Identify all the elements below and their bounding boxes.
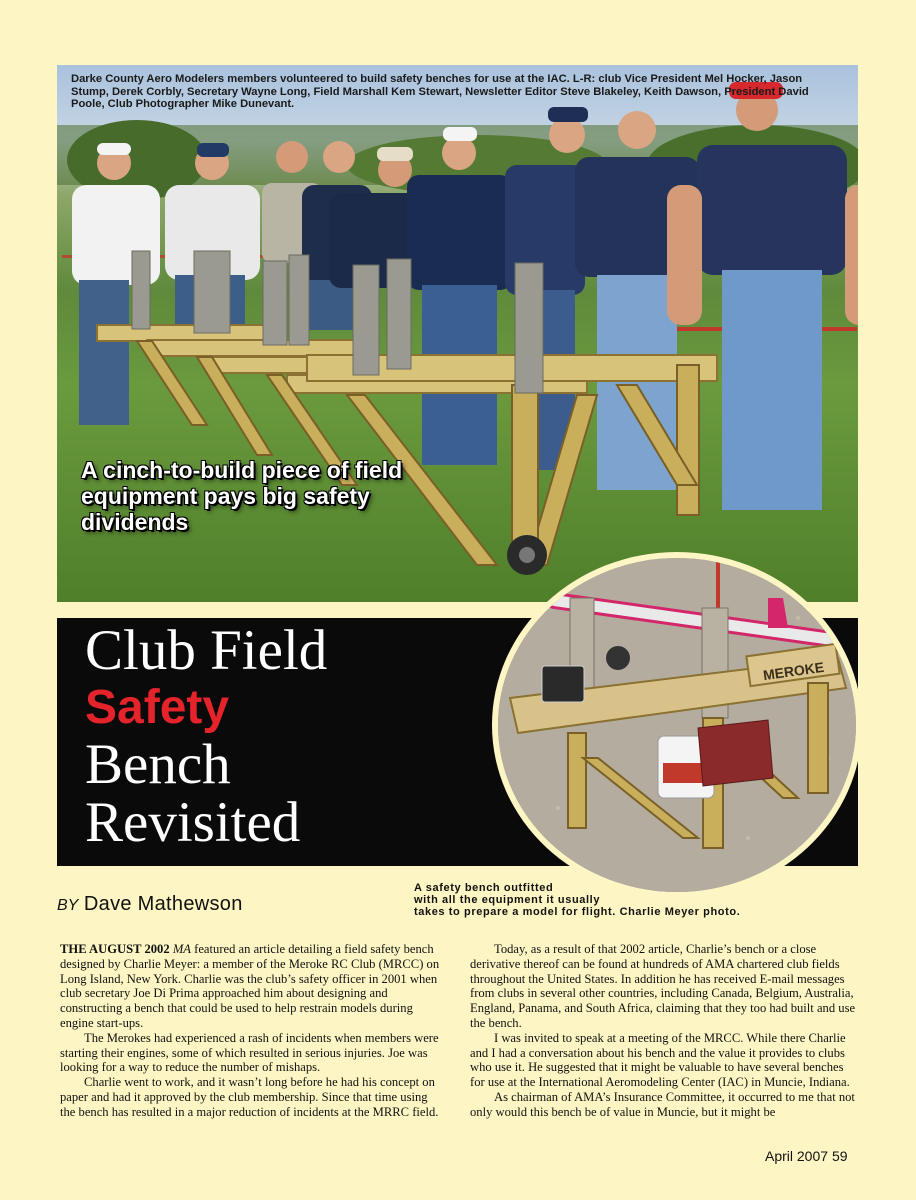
paragraph-1	[60, 942, 446, 1031]
bench-photo-caption	[414, 882, 794, 918]
paragraph-3: Charlie went to work, and it wasn’t long before he had his concept on paper and had it approved by the club membership. Since that time using the bench has resulted in a major reduction of incidents at the MRRC field.	[60, 1075, 439, 1119]
article-column-right	[470, 942, 858, 1120]
article-title	[85, 619, 328, 854]
bench-photo-caption-line-3: takes to prepare a model for flight. Charlie Meyer photo.	[414, 906, 741, 918]
page-folio	[765, 1148, 848, 1164]
bench-photo-illustration	[498, 558, 856, 892]
bench-photo-caption-line-2: with all the equipment it usually	[414, 894, 601, 906]
byline-by: BY	[57, 897, 79, 914]
title-line-1: Club Field	[85, 619, 328, 682]
group-photo	[57, 65, 858, 602]
headline-deck: A cinch-to-build piece of field equipment pays big safety dividends	[81, 457, 403, 535]
bench-photo-caption-line-1: A safety bench outfitted	[414, 882, 554, 894]
lead-in: THE AUGUST 2002	[60, 942, 170, 956]
title-line-3: Bench	[85, 733, 231, 796]
folio-issue: April 2007	[765, 1148, 829, 1164]
byline	[57, 893, 243, 916]
lead-in-ma: MA	[172, 942, 191, 956]
article-column-left	[60, 942, 446, 1120]
paragraph-4: Today, as a result of that 2002 article, Charlie’s bench or a close derivative thereof can be found at hundreds of AMA chartered club fields throughout the United States. In addition he has received E-mail messages from clubs in several other countries, including Canada, Belgium, Australia, England, Panama, and South Africa, claiming that they too had built and use the bench.	[470, 942, 856, 1030]
title-line-4: Revisited	[85, 791, 301, 854]
paragraph-2: The Merokes had experienced a rash of incidents when members were starting their engines, some of which resulted in serious injuries. Joe was looking for a way to reduce the number of mishaps.	[60, 1030, 439, 1075]
bench-sign-text: MEROKE	[762, 658, 826, 684]
byline-author: Dave Mathewson	[83, 893, 243, 915]
paragraph-6: As chairman of AMA’s Insurance Committee, it occurred to me that not only would this bench be of value in Muncie, but it might be	[470, 1089, 855, 1119]
title-line-2: Safety	[85, 681, 230, 734]
bench-photo	[498, 558, 856, 892]
group-photo-caption: Darke County Aero Modelers members volunteered to build safety benches for use at the IAC. L-R: club Vice President Mel Hocker, Jason Stump, Derek Corbly, Secretary Wayne Long, Field Marshall Kem Stewart, Newsletter Editor Steve Blakeley, Keith Dawson, President David Poole, Club Photographer Mike Dunevant.	[71, 73, 809, 110]
paragraph-1-text: featured an article detailing a field safety bench designed by Charlie Meyer: a member of the Meroke RC Club (MRCC) on Long Island, New York. Charlie was the club’s safety officer in 2001 when club secretary Joe Di Prima approached him about designing and constructing a bench that could be used to help restrain models during engine start-ups.	[60, 942, 440, 1030]
folio-page-number: 59	[831, 1148, 848, 1164]
bench-photo-circle	[492, 552, 862, 898]
paragraph-5: I was invited to speak at a meeting of the MRCC. While there Charlie and I had a conversation about his bench and the value it provides to clubs who use it. He suggested that it might be valuable to have several benches for use at the International Aeromodeling Center (IAC) in Muncie, Indiana.	[470, 1030, 850, 1090]
